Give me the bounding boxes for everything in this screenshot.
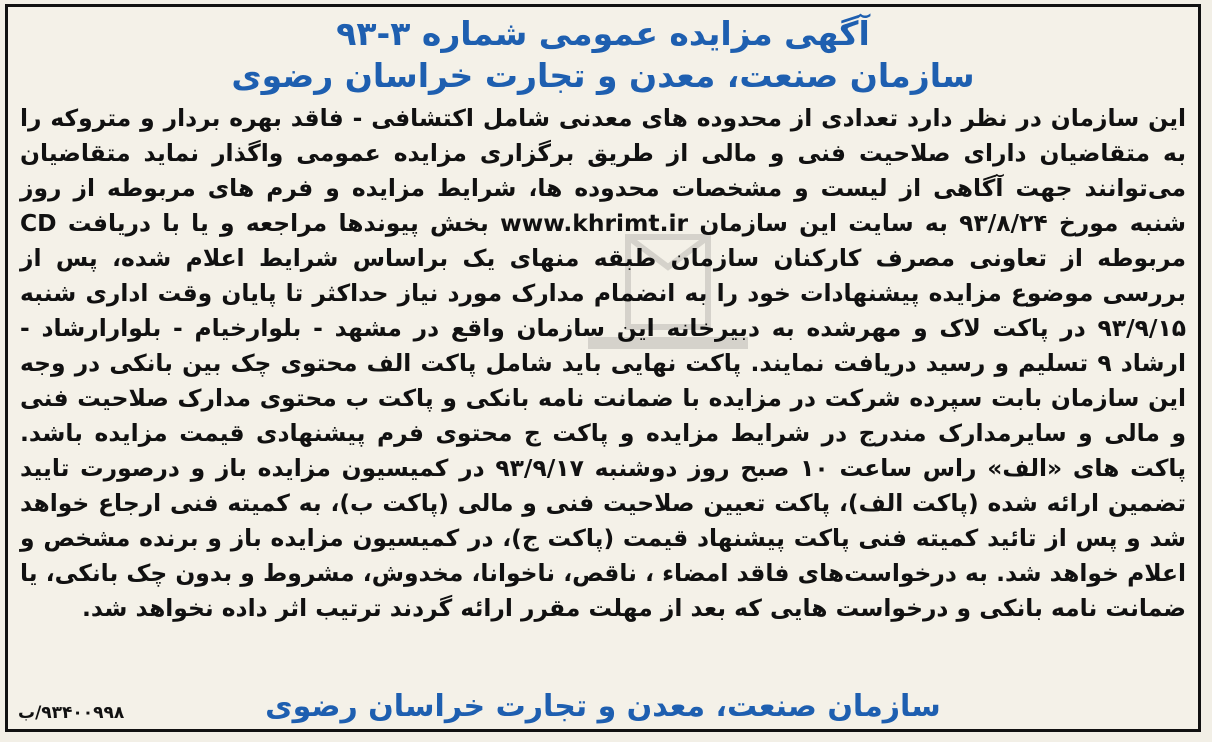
- footer: [8, 687, 1198, 727]
- reference-code: ۹۳۴۰۰۹۹۸/ب: [18, 703, 125, 723]
- notice-body: این سازمان در نظر دارد تعدادی از محدوده های معدنی شامل اکتشافی - فاقد بهره بردار و متروکه را به متقاضیان دارای صلاحیت فنی و مالی از طریق برگزاری مزایده عمومی واگذار نماید متقاضیان می‌توانند جهت آگاهی از لیست و مشخصات محدوده ها، شرایط مزایده و فرم های مربوطه از روز شنبه مورخ ۹۳/۸/۲۴ به سایت این سازمان www.khrimt.ir بخش پیوندها مراجعه و یا با دریافت CD مربوطه از تعاونی مصرف کارکنان سازمان طبقه منهای یک براساس شرایط اعلام شده، پس از بررسی موضوع مزایده پیشنهادات خود را به انضمام مدارک مورد نیاز حداکثر تا پایان وقت اداری شنبه ۹۳/۹/۱۵ در پاکت لاک و مهرشده به دبیرخانه این سازمان واقع در مشهد - بلوارخیام - بلوارارشاد - ارشاد ۹ تسلیم و رسید دریافت نمایند. پاکت نهایی باید شامل پاکت الف محتوی چک بین بانکی در وجه این سازمان بابت سپرده شرکت در مزایده با ضمانت نامه بانکی و پاکت ب محتوی مدارک صلاحیت فنی و مالی و سایرمدارک مندرج در شرایط مزایده و پاکت ج محتوی فرم پیشنهادی قیمت مزایده باشد. پاکت های «الف» راس ساعت ۱۰ صبح روز دوشنبه ۹۳/۹/۱۷ در کمیسیون مزایده باز و درصورت تایید تضمین ارائه شده (پاکت الف)، پاکت تعیین صلاحیت فنی و مالی (پاکت ب)، به کمیته فنی ارجاع خواهد شد و پس از تائید کمیته فنی پاکت پیشنهاد قیمت (پاکت ج)، در کمیسیون مزایده باز و برنده مشخص و اعلام خواهد شد. به درخواست‌های فاقد امضاء ، ناقص، ناخوانا، مخدوش، مشروط و بدون چک بانکی، یا ضمانت نامه بانکی و درخواست هایی که بعد از مهلت مقرر ارائه گردند ترتیب اثر داده نخواهد شد.: [20, 104, 1187, 622]
- organization-name: سازمان صنعت، معدن و تجارت خراسان رضوی: [231, 56, 975, 95]
- footer-organization-name: سازمان صنعت، معدن و تجارت خراسان رضوی: [265, 689, 941, 724]
- notice-title: آگهی مزایده عمومی شماره ۳-۹۳: [336, 14, 870, 53]
- auction-notice: [5, 4, 1201, 732]
